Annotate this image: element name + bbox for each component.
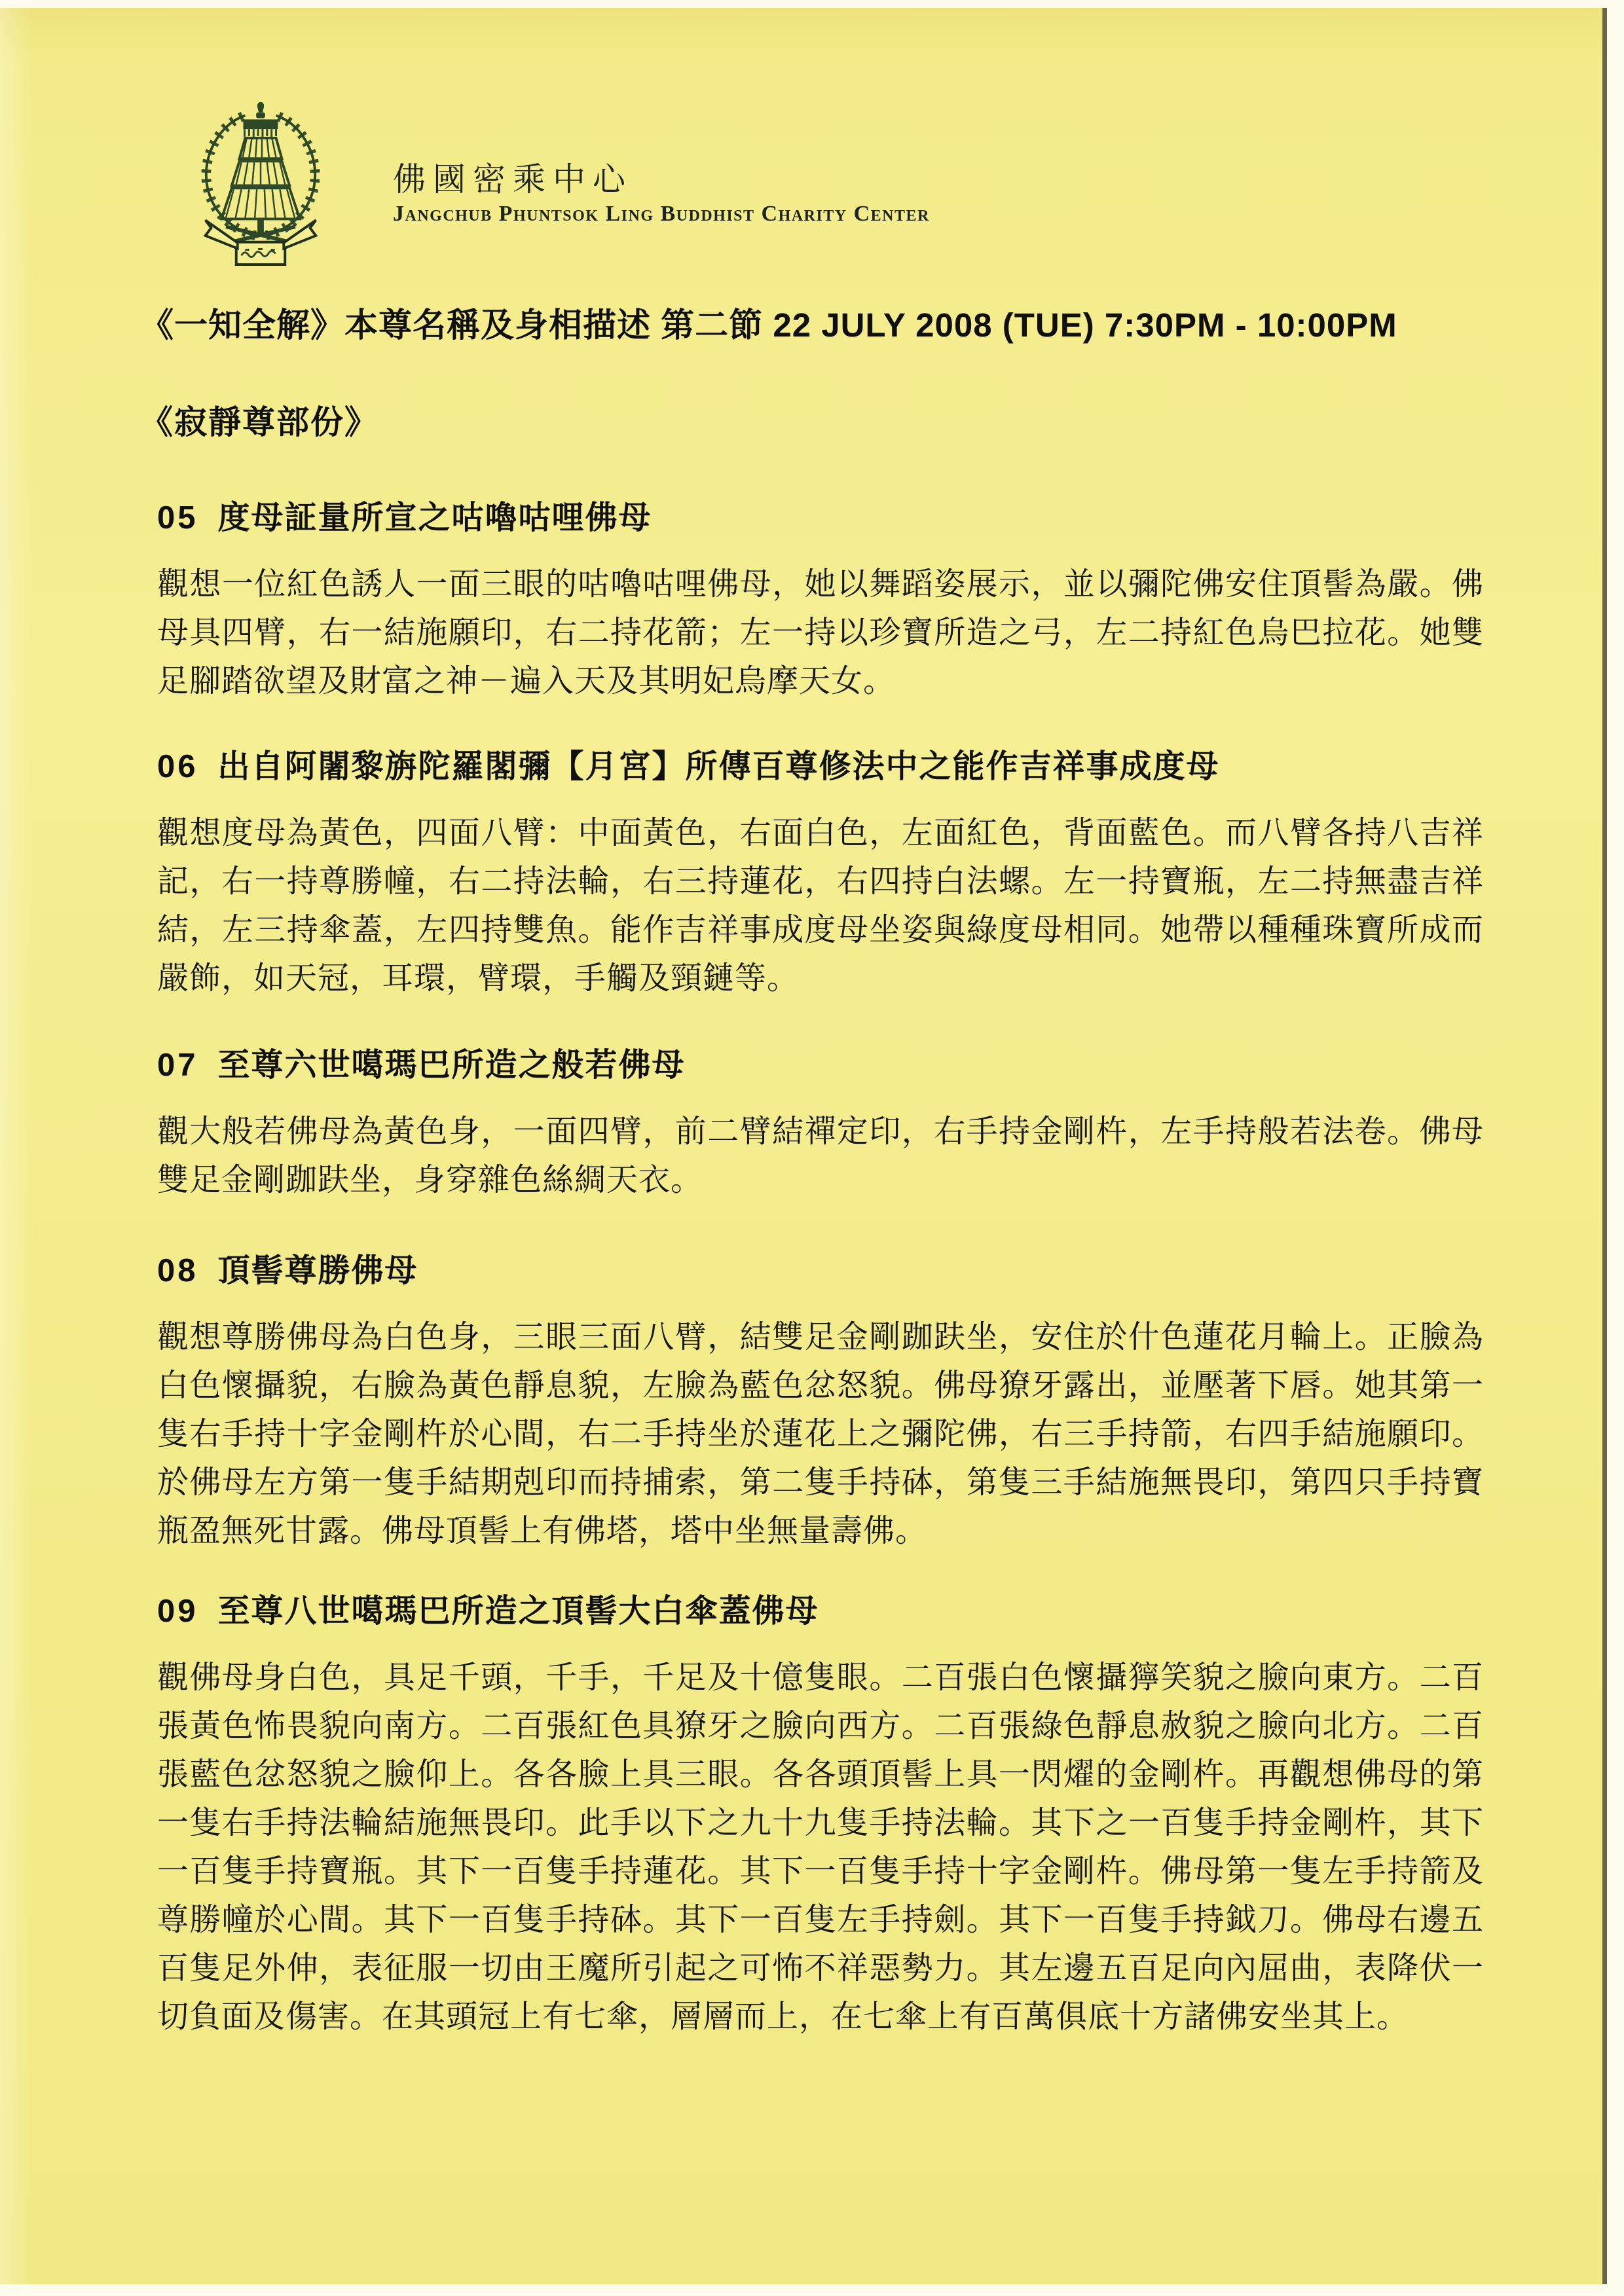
document-subtitle: 《寂靜尊部份》 [140, 404, 378, 441]
section-body: 觀大般若佛母為黃色身，一面四臂，前二臂結禪定印，右手持金剛杵，左手持般若法卷。佛母雙足金剛跏趺坐，身穿雜色絲綢天衣。 [157, 1114, 1484, 1197]
section-body: 觀想一位紅色誘人一面三眼的咕嚕咕哩佛母，她以舞蹈姿展示，並以彌陀佛安住頂髻為嚴。佛母具四臂，右一結施願印，右二持花箭；左一持以珍寶所造之弓，左二持紅色烏巴拉花。她雙足腳踏欲望及財富之神－遍入天及其明妃烏摩天女。 [157, 567, 1484, 699]
section-heading [157, 741, 1484, 787]
section-07 [157, 1040, 1484, 1205]
org-name-zh: 佛國密乘中心 [393, 161, 633, 198]
scanned-page [0, 8, 1607, 2284]
section-heading [157, 492, 1484, 538]
section-heading [157, 1586, 1484, 1631]
section-heading-text: 至尊八世噶瑪巴所造之頂髻大白傘蓋佛母 [217, 1594, 819, 1629]
section-body: 觀佛母身白色，具足千頭，千手，千足及十億隻眼。二百張白色懷攝獰笑貌之臉向東方。二百張黃色怖畏貌向南方。二百張紅色具獠牙之臉向西方。二百張綠色靜息赦貌之臉向北方。二百張藍色忿怒貌之臉仰上。各各臉上具三眼。各各頭頂髻上具一閃燿的金剛杵。再觀想佛母的第一隻右手持法輪結施無畏印。此手以下之九十九隻手持法輪。其下之一百隻手持金剛杵，其下一百隻手持寶瓶。其下一百隻手持蓮花。其下一百隻手持十字金剛杵。佛母第一隻左手持箭及尊勝幢於心間。其下一百隻手持砵。其下一百隻左手持劍。其下一百隻手持鉞刀。佛母右邊五百隻足外伸，表征服一切由王魔所引起之可怖不祥惡勢力。其左邊五百足向內屈曲，表降伏一切負面及傷害。在其頭冠上有七傘，層層而上，在七傘上有百萬俱底十方諸佛安坐其上。 [157, 1660, 1484, 2034]
pagoda-wreath-icon [182, 100, 339, 266]
section-heading-text: 至尊六世噶瑪巴所造之般若佛母 [217, 1048, 686, 1083]
section-09 [157, 1586, 1484, 2041]
section-heading [157, 1040, 1484, 1085]
section-number: 05 [157, 500, 198, 536]
section-08 [157, 1245, 1484, 1556]
section-05 [157, 492, 1484, 706]
section-number: 09 [157, 1594, 198, 1629]
section-body: 觀想尊勝佛母為白色身，三眼三面八臂，結雙足金剛跏趺坐，安住於什色蓮花月輪上。正臉為白色懷攝貌，右臉為黃色靜息貌，左臉為藍色忿怒貌。佛母獠牙露出，並壓著下唇。她其第一隻右手持十字金剛杵於心間，右二手持坐於蓮花上之彌陀佛，右三手持箭，右四手結施願印。於佛母左方第一隻手結期剋印而持捕索，第二隻手持砵，第隻三手結施無畏印，第四只手持寶瓶盈無死甘露。佛母頂髻上有佛塔，塔中坐無量壽佛。 [157, 1320, 1484, 1548]
section-body: 觀想度母為黃色，四面八臂：中面黃色，右面白色，左面紅色，背面藍色。而八臂各持八吉祥記，右一持尊勝幢，右二持法輪，右三持蓮花，右四持白法螺。左一持寶瓶，左二持無盡吉祥結，左三持傘蓋，左四持雙魚。能作吉祥事成度母坐姿與綠度母相同。她帶以種種珠寶所成而嚴飾，如天冠，耳環，臂環，手觸及頸鏈等。 [157, 816, 1484, 996]
section-heading-text: 頂髻尊勝佛母 [217, 1253, 418, 1288]
org-name-en: Jangchub Phuntsok Ling Buddhist Charity Center [393, 202, 930, 226]
logo-emblem [182, 100, 339, 266]
document-title: 《一知全解》本尊名稱及身相描述 第二節 22 JULY 2008 (TUE) 7:30PM - 10:00PM [140, 306, 1397, 344]
section-number: 06 [157, 749, 198, 784]
section-heading [157, 1245, 1484, 1291]
section-06 [157, 741, 1484, 1003]
section-heading-text: 度母証量所宣之咕嚕咕哩佛母 [217, 500, 652, 536]
section-number: 07 [157, 1048, 198, 1083]
section-number: 08 [157, 1253, 198, 1288]
section-heading-text: 出自阿闍黎旃陀羅閣彌【月宮】所傳百尊修法中之能作吉祥事成度母 [217, 749, 1220, 784]
